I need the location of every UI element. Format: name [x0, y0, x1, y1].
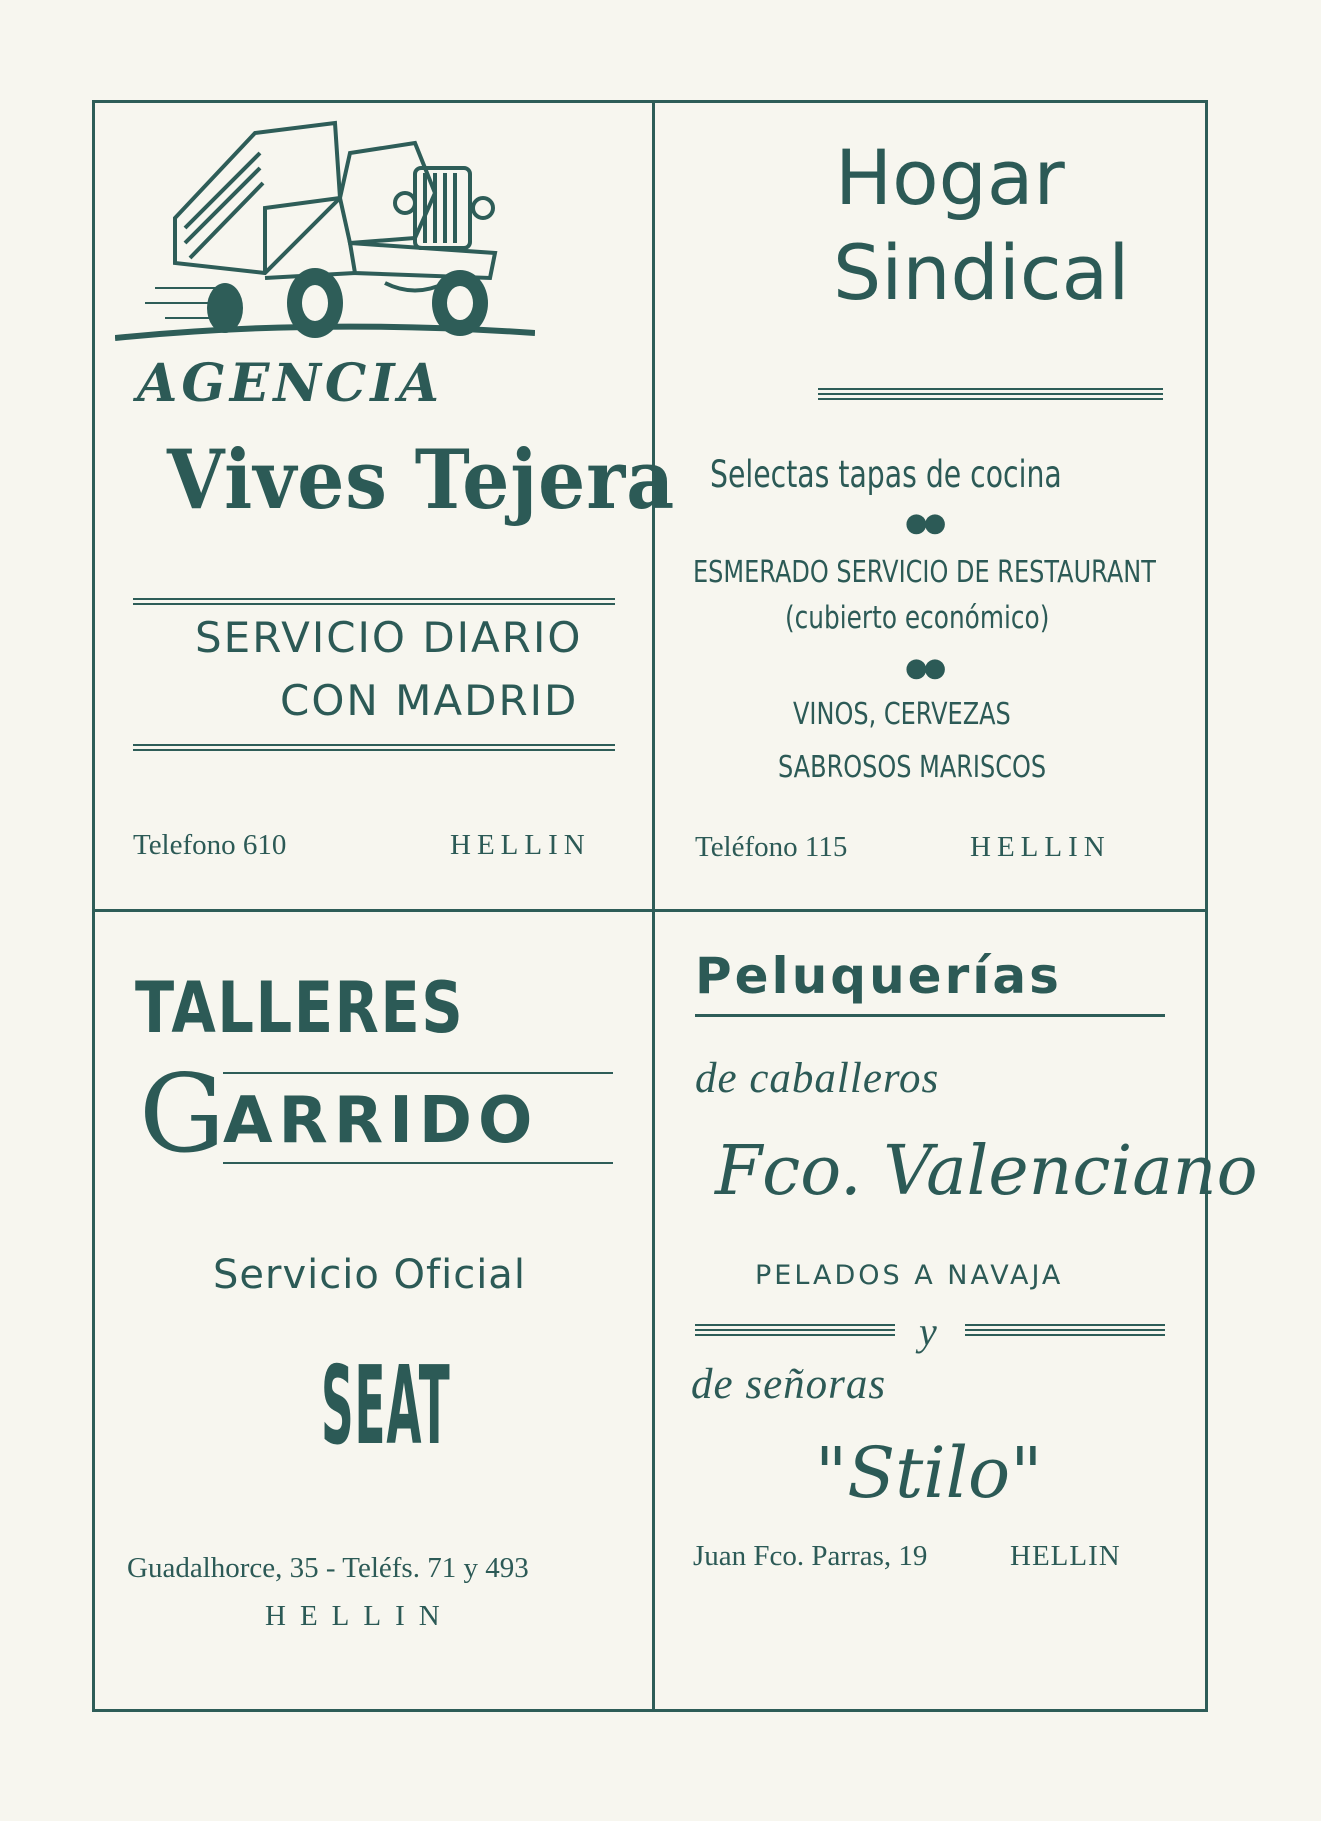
phone-text: Telefono 610 — [133, 829, 287, 861]
women-heading: de señoras — [691, 1361, 887, 1408]
hogar-line-4: SABROSOS MARISCOS — [778, 750, 1047, 785]
seat-logo: SEAT — [321, 1344, 451, 1469]
service-line-2: CON MADRID — [280, 676, 579, 725]
double-rule — [133, 744, 615, 751]
conjunction-text: y — [919, 1309, 937, 1354]
hogar-line-1: ESMERADO SERVICIO DE RESTAURANT — [693, 555, 1156, 590]
bullet-dots: ●● — [905, 508, 943, 538]
specialty-text: PELADOS A NAVAJA — [755, 1260, 1064, 1291]
bullet-dots: ●● — [905, 653, 943, 683]
phone-text: Teléfono 115 — [695, 831, 848, 863]
ad-talleres-garrido — [95, 912, 652, 1712]
garrido-name: ARRIDO — [223, 1084, 539, 1158]
triple-rule — [818, 388, 1163, 400]
ad-agencia-vives-tejera — [95, 103, 676, 909]
rule — [223, 1162, 613, 1164]
agency-name: Vives Tejera — [167, 433, 676, 528]
triple-rule — [965, 1324, 1165, 1336]
ad-grid — [92, 100, 1258, 1712]
hogar-title-line-2: Sindical — [833, 228, 1130, 317]
city-text: HELLIN — [265, 1600, 454, 1632]
hogar-tagline: Selectas tapas de cocina — [710, 453, 1062, 496]
ad-peluquerias — [655, 912, 1258, 1712]
triple-rule — [695, 1324, 895, 1336]
peluquerias-title: Peluquerías — [695, 947, 1062, 1005]
talleres-title: TALLERES — [135, 967, 465, 1049]
owner-name: Fco. Valenciano — [715, 1132, 1258, 1211]
truck-illustration — [115, 113, 535, 343]
ad-hogar-sindical — [655, 103, 1208, 909]
hogar-title-line-1: Hogar — [835, 133, 1065, 222]
service-text: Servicio Oficial — [213, 1252, 526, 1298]
rule — [223, 1072, 613, 1074]
city-text: HELLIN — [1010, 1540, 1121, 1572]
address-text: Guadalhorce, 35 - Teléfs. 71 y 493 — [127, 1552, 529, 1584]
city-text: HELLIN — [970, 831, 1111, 863]
rule — [695, 1014, 1165, 1017]
city-text: HELLIN — [450, 829, 591, 861]
double-rule — [133, 598, 615, 605]
hogar-line-2: (cubierto económico) — [785, 600, 1050, 636]
salon-name: "Stilo" — [815, 1432, 1043, 1514]
garrido-initial: G — [139, 1052, 226, 1177]
agencia-kicker: AGENCIA — [137, 353, 443, 414]
service-line-1: SERVICIO DIARIO — [195, 613, 583, 662]
hogar-line-3: VINOS, CERVEZAS — [793, 697, 1011, 732]
men-heading: de caballeros — [695, 1055, 940, 1102]
address-text: Juan Fco. Parras, 19 — [693, 1540, 928, 1572]
